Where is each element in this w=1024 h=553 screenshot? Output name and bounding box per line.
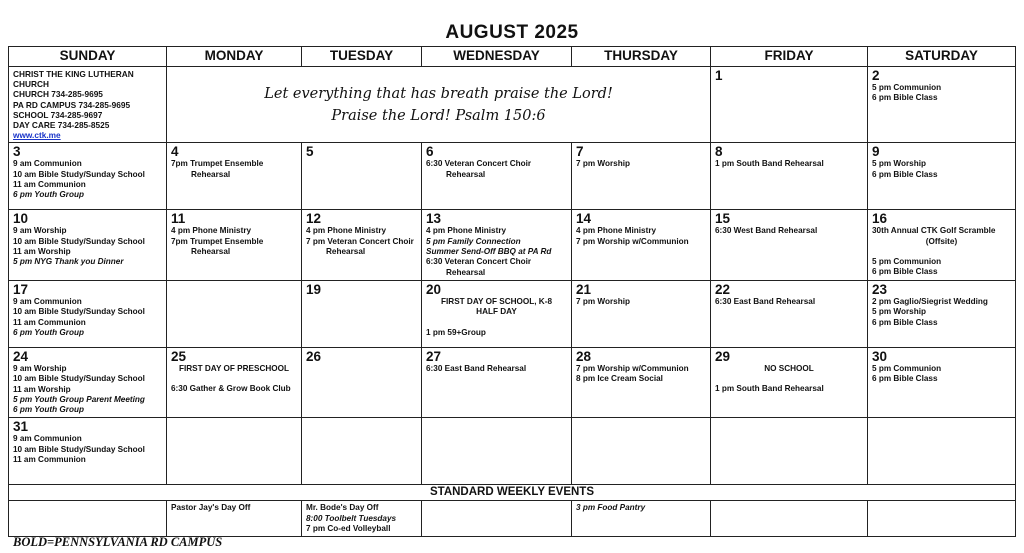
- daycare-phone: DAY CARE 734-285-8525: [13, 120, 110, 131]
- event-pa-campus: Summer Send-Off BBQ at PA Rd: [426, 247, 552, 257]
- weekly-events-row: [9, 501, 1016, 537]
- event: 30th Annual CTK Golf Scramble: [872, 226, 996, 236]
- day-number: 3: [13, 144, 21, 160]
- legend-footer: BOLD=PENNSYLVANIA RD CAMPUS: [13, 535, 223, 549]
- verse-line-1: Let everything that has breath praise the Lord!: [264, 85, 613, 102]
- day-cell-13: [422, 210, 572, 280]
- day-cell-30: [868, 347, 1016, 417]
- day-cell-21: [572, 280, 711, 347]
- week-row-1: [9, 67, 1016, 143]
- event: 5 pm Worship: [872, 307, 926, 317]
- day-cell-12: [302, 210, 422, 280]
- day-cell-24: [9, 347, 167, 417]
- empty-cell: [302, 418, 422, 485]
- event-pa-campus: 6 pm Youth Group: [13, 327, 84, 337]
- event: Rehearsal: [191, 247, 231, 257]
- weekday-header-row: [9, 47, 1016, 67]
- event-pa-campus: 5 pm NYG Thank you Dinner: [13, 257, 124, 267]
- day-cell-3: [9, 143, 167, 210]
- standard-heading-row: [9, 485, 1016, 501]
- day-cell-16: [868, 210, 1016, 280]
- day-number: 21: [576, 281, 592, 297]
- event: 5 pm Communion: [872, 257, 942, 267]
- day-number: 5: [306, 144, 314, 160]
- event: 6:30 East Band Rehearsal: [426, 363, 527, 373]
- event: Mr. Bode's Day Off: [306, 503, 379, 513]
- day-number: 22: [715, 281, 731, 297]
- school-phone: SCHOOL 734-285-9697: [13, 109, 103, 120]
- header-wednesday: WEDNESDAY: [422, 47, 572, 67]
- event: 6 pm Bible Class: [872, 374, 938, 384]
- event: 4 pm Phone Ministry: [306, 226, 387, 236]
- day-number: 26: [306, 348, 322, 364]
- verse-line-2: Praise the Lord! Psalm 150:6: [331, 107, 546, 124]
- day-cell-11: [167, 210, 302, 280]
- event: Rehearsal: [326, 247, 366, 257]
- event: 8 pm Ice Cream Social: [576, 374, 663, 384]
- day-cell-23: [868, 280, 1016, 347]
- event: 10 am Bible Study/Sunday School: [13, 444, 145, 454]
- weekly-monday: [167, 501, 302, 537]
- event: 10 am Bible Study/Sunday School: [13, 169, 145, 179]
- event: Rehearsal: [446, 267, 486, 277]
- event: 6:30 West Band Rehearsal: [715, 226, 818, 236]
- day-cell-18: [167, 280, 302, 347]
- day-cell-14: [572, 210, 711, 280]
- event: 7 pm Worship: [576, 296, 630, 306]
- event: 1 pm South Band Rehearsal: [715, 159, 824, 169]
- calendar-title: AUGUST 2025: [445, 22, 579, 43]
- event: 5 pm Communion: [872, 363, 942, 373]
- empty-cell: [711, 418, 868, 485]
- church-info-cell: [9, 67, 167, 143]
- event: 11 am Worship: [13, 247, 71, 257]
- day-number: 7: [576, 144, 584, 160]
- day-number: 15: [715, 211, 731, 227]
- day-number: 29: [715, 348, 731, 364]
- event: 6 pm Bible Class: [872, 93, 938, 103]
- header-friday: FRIDAY: [711, 47, 868, 67]
- church-phone: CHURCH 734-285-9695: [13, 89, 103, 100]
- day-number: 20: [426, 281, 442, 297]
- day-number: 4: [171, 144, 179, 160]
- empty-cell: [167, 418, 302, 485]
- event: 1 pm South Band Rehearsal: [715, 384, 824, 394]
- day-cell-29: [711, 347, 868, 417]
- day-cell-31: [9, 418, 167, 485]
- day-number: 19: [306, 281, 322, 297]
- event: 2 pm Gaglio/Siegrist Wedding: [872, 296, 988, 306]
- day-number: 16: [872, 211, 888, 227]
- day-number: 12: [306, 211, 322, 227]
- weekly-wednesday: [422, 501, 572, 537]
- weekly-friday: [711, 501, 868, 537]
- event-pa-campus: 3 pm Food Pantry: [576, 503, 646, 513]
- day-cell-17: [9, 280, 167, 347]
- header-tuesday: TUESDAY: [302, 47, 422, 67]
- day-number: 13: [426, 211, 442, 227]
- week-row-6: [9, 418, 1016, 485]
- day-cell-19: [302, 280, 422, 347]
- event: FIRST DAY OF PRESCHOOL: [178, 363, 290, 373]
- event: 6:30 Veteran Concert Choir: [426, 257, 532, 267]
- day-cell-5: [302, 143, 422, 210]
- day-cell-4: [167, 143, 302, 210]
- day-number: 6: [426, 144, 434, 160]
- empty-cell: [422, 418, 572, 485]
- empty-cell: [572, 418, 711, 485]
- event: 5 pm Worship: [872, 159, 926, 169]
- event: (Offsite): [925, 236, 958, 246]
- day-number: 17: [13, 281, 29, 297]
- event: 11 am Communion: [13, 454, 86, 464]
- day-cell-1: [711, 67, 868, 143]
- event: 10 am Bible Study/Sunday School: [13, 236, 145, 246]
- event: HALF DAY: [476, 307, 517, 317]
- event: 9 am Worship: [13, 363, 67, 373]
- event: 6:30 East Band Rehearsal: [715, 296, 816, 306]
- day-cell-22: [711, 280, 868, 347]
- day-number: 2: [872, 68, 880, 83]
- day-cell-26: [302, 347, 422, 417]
- day-number: 10: [13, 211, 29, 227]
- event: 6:30 Veteran Concert Choir: [426, 159, 532, 169]
- event: 9 am Communion: [13, 296, 82, 306]
- day-number: 30: [872, 348, 888, 364]
- event-pa-campus: 5 pm Youth Group Parent Meeting: [13, 394, 145, 404]
- event: 9 am Worship: [13, 226, 67, 236]
- day-number: 27: [426, 348, 442, 364]
- day-cell-6: [422, 143, 572, 210]
- day-cell-28: [572, 347, 711, 417]
- day-cell-8: [711, 143, 868, 210]
- event-pa-campus: 8:00 Toolbelt Tuesdays: [306, 513, 397, 523]
- week-row-2: [9, 143, 1016, 210]
- header-sunday: SUNDAY: [9, 47, 167, 67]
- event: NO SCHOOL: [764, 363, 814, 373]
- event: 7 pm Worship w/Communion: [576, 236, 689, 246]
- day-cell-2: [868, 67, 1016, 143]
- event: 4 pm Phone Ministry: [576, 226, 657, 236]
- event: 9 am Communion: [13, 159, 82, 169]
- event: 6 pm Bible Class: [872, 317, 938, 327]
- day-number: 25: [171, 348, 187, 364]
- day-number: 28: [576, 348, 592, 364]
- event: 4 pm Phone Ministry: [171, 226, 252, 236]
- calendar-grid: [8, 46, 1016, 537]
- event: 10 am Bible Study/Sunday School: [13, 307, 145, 317]
- event: 11 am Communion: [13, 180, 86, 190]
- empty-cell: [868, 418, 1016, 485]
- event: 10 am Bible Study/Sunday School: [13, 374, 145, 384]
- event: FIRST DAY OF SCHOOL, K-8: [441, 296, 552, 306]
- event: 7 pm Veteran Concert Choir: [306, 236, 414, 246]
- week-row-4: [9, 280, 1016, 347]
- event: 6:30 Gather & Grow Book Club: [171, 384, 291, 394]
- weekly-sunday: [9, 501, 167, 537]
- day-number: 24: [13, 348, 29, 364]
- day-cell-7: [572, 143, 711, 210]
- header-saturday: SATURDAY: [868, 47, 1016, 67]
- event: 11 am Communion: [13, 317, 86, 327]
- header-thursday: THURSDAY: [572, 47, 711, 67]
- event: Rehearsal: [191, 169, 231, 179]
- weekly-thursday: [572, 501, 711, 537]
- day-number: 23: [872, 281, 888, 297]
- event: 4 pm Phone Ministry: [426, 226, 507, 236]
- day-number: 9: [872, 144, 880, 160]
- week-row-5: [9, 347, 1016, 417]
- event: 7pm Trumpet Ensemble: [171, 159, 264, 169]
- pa-rd-phone: PA RD CAMPUS 734-285-9695: [13, 99, 131, 110]
- event: 6 pm Bible Class: [872, 267, 938, 277]
- day-number: 14: [576, 211, 592, 227]
- weekly-saturday: [868, 501, 1016, 537]
- day-cell-20: [422, 280, 572, 347]
- event-pa-campus: 6 pm Youth Group: [13, 190, 84, 200]
- day-number: 1: [715, 68, 723, 83]
- day-cell-25: [167, 347, 302, 417]
- event: 11 am Worship: [13, 384, 71, 394]
- event: 7 pm Worship w/Communion: [576, 363, 689, 373]
- day-number: 31: [13, 419, 29, 435]
- event: Rehearsal: [446, 169, 486, 179]
- week-row-3: [9, 210, 1016, 280]
- event: Pastor Jay's Day Off: [171, 503, 251, 513]
- website-link[interactable]: www.ctk.me: [13, 130, 61, 141]
- verse-cell: [167, 67, 711, 143]
- event: 9 am Communion: [13, 434, 82, 444]
- day-cell-27: [422, 347, 572, 417]
- day-cell-10: [9, 210, 167, 280]
- day-cell-15: [711, 210, 868, 280]
- event: 7pm Trumpet Ensemble: [171, 236, 264, 246]
- weekly-tuesday: [302, 501, 422, 537]
- standard-weekly-heading: STANDARD WEEKLY EVENTS: [9, 485, 1016, 501]
- day-cell-9: [868, 143, 1016, 210]
- event: 7 pm Co-ed Volleyball: [306, 523, 391, 533]
- day-number: 11: [171, 211, 186, 227]
- event: 1 pm 59+Group: [426, 327, 486, 337]
- event-pa-campus: 6 pm Youth Group: [13, 405, 84, 415]
- event: 6 pm Bible Class: [872, 169, 938, 179]
- header-monday: MONDAY: [167, 47, 302, 67]
- event: 5 pm Communion: [872, 83, 942, 92]
- church-name: CHRIST THE KING LUTHERAN CHURCH: [13, 69, 134, 90]
- event-pa-campus: 5 pm Family Connection: [426, 236, 521, 246]
- event: 7 pm Worship: [576, 159, 630, 169]
- day-number: 8: [715, 144, 723, 160]
